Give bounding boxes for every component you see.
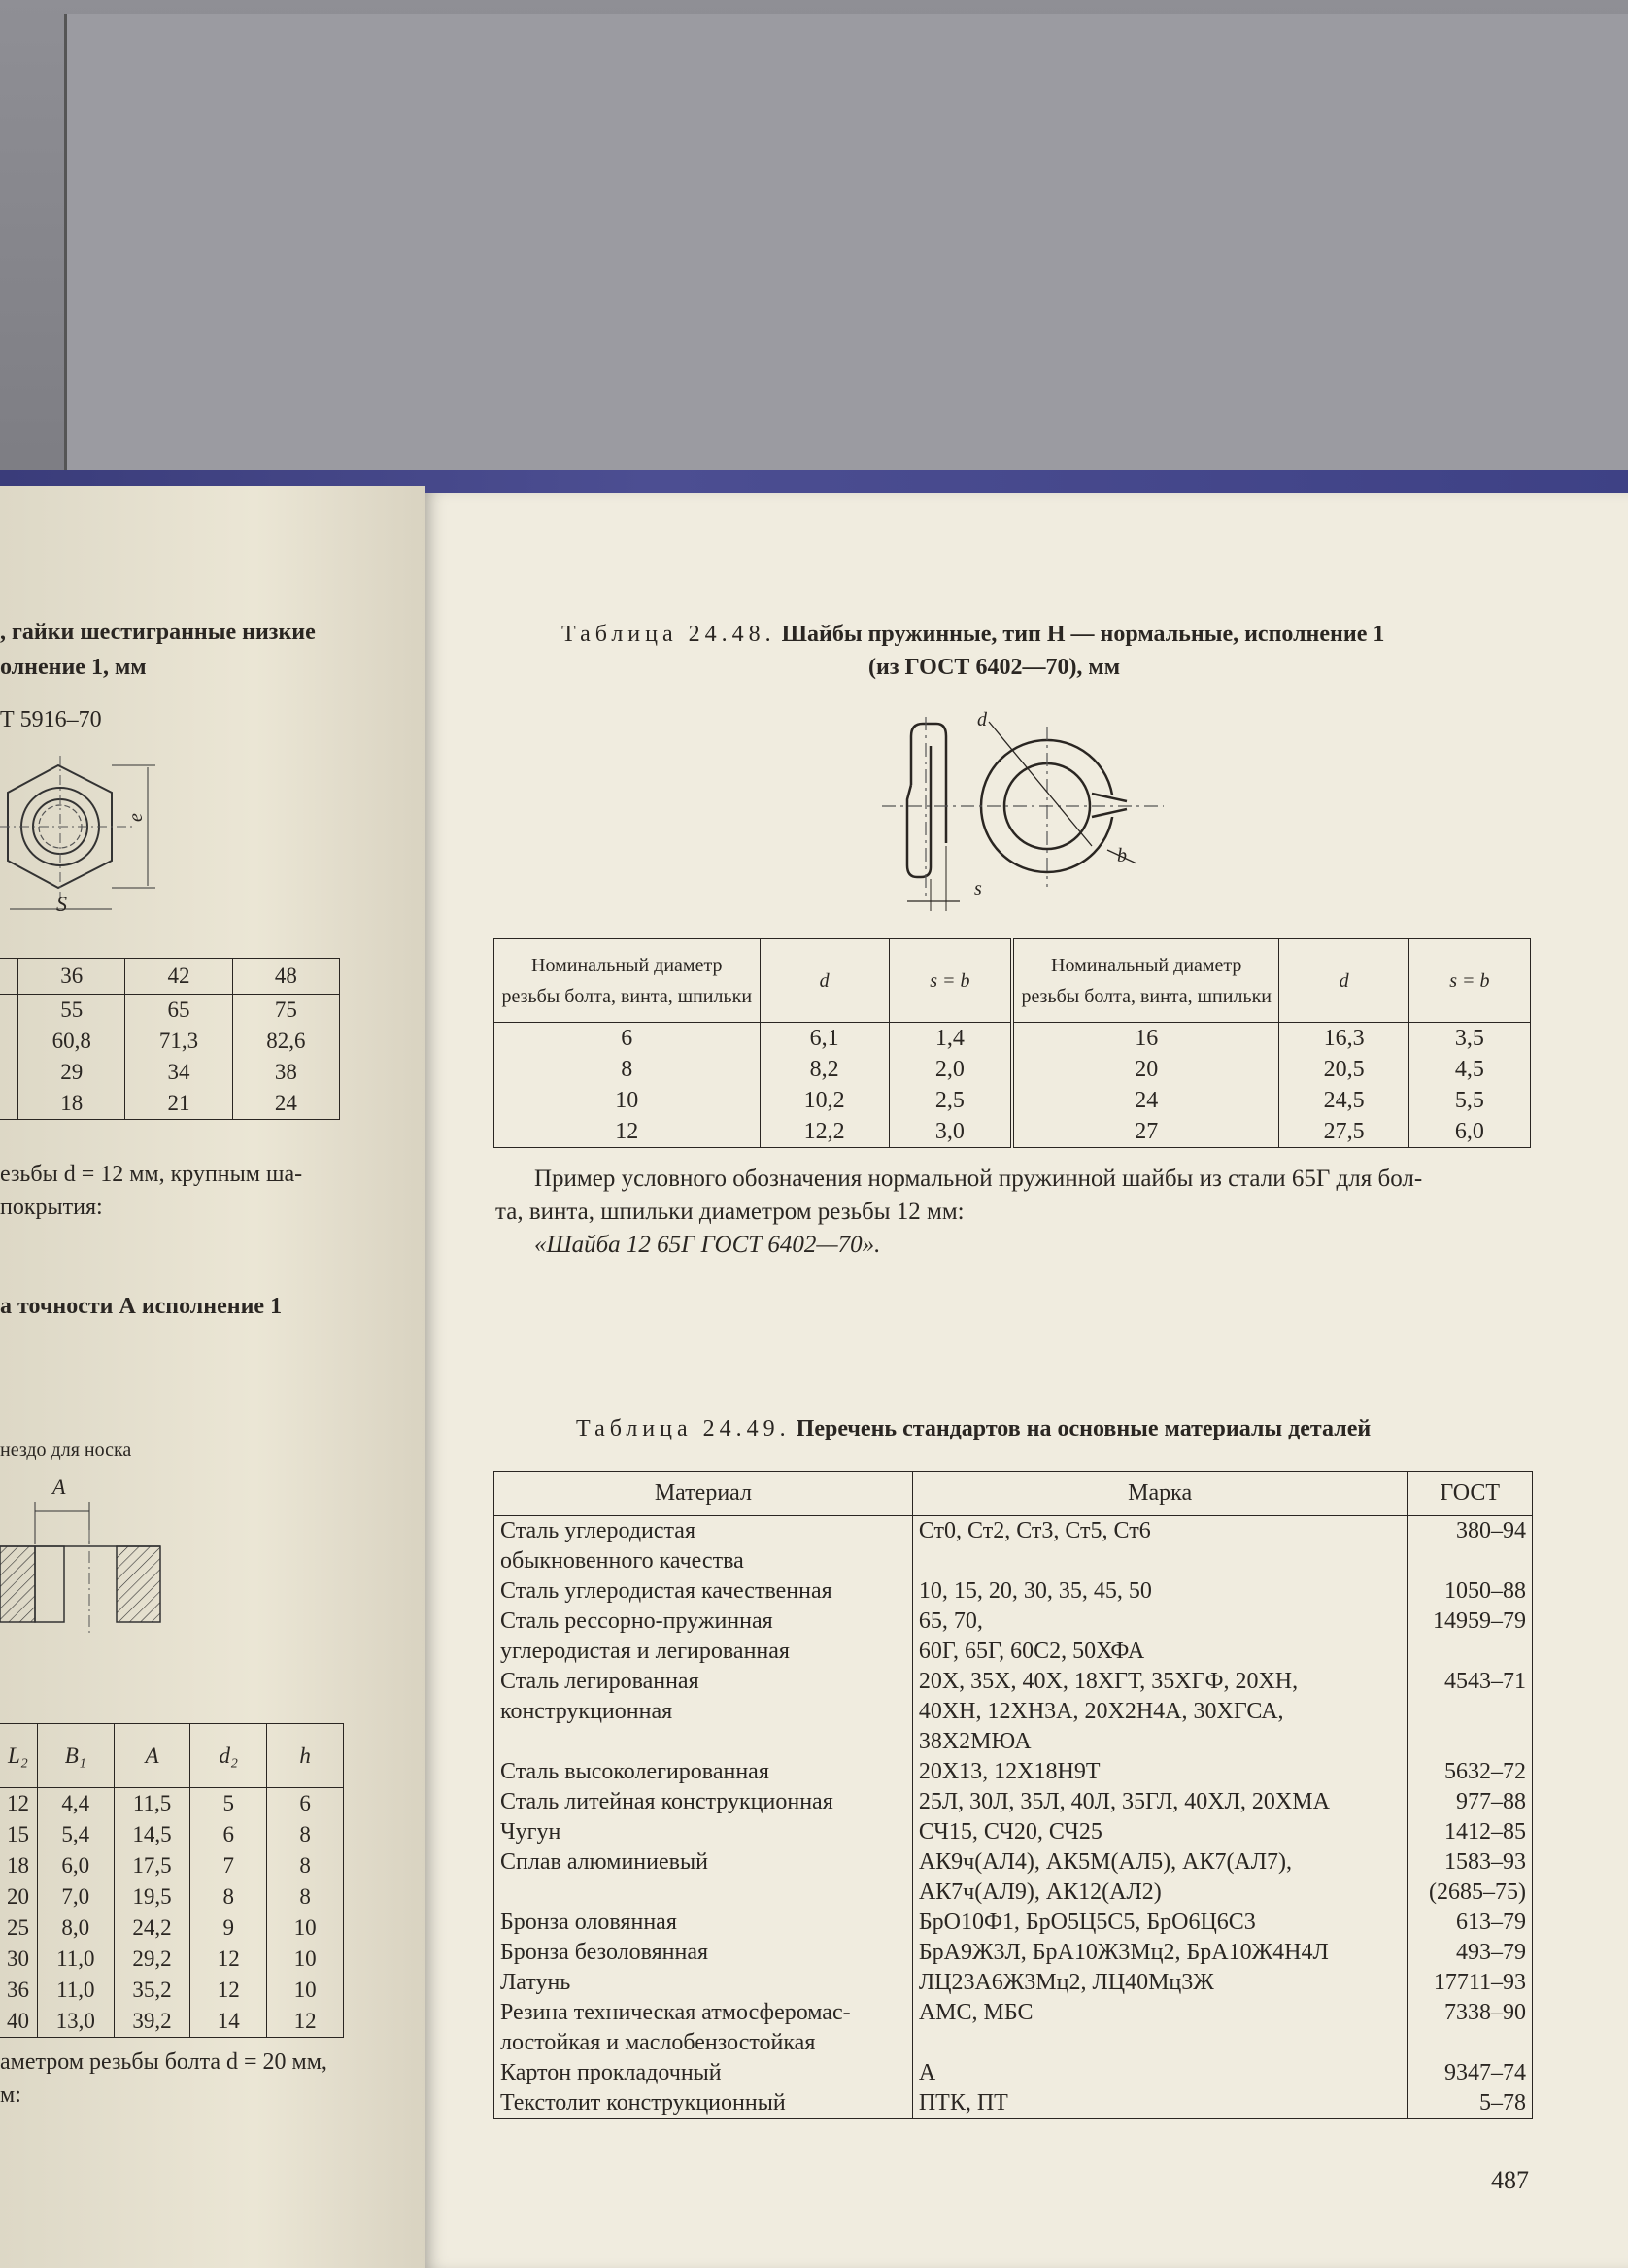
table-cell: 1412–85 [1444,1819,1526,1845]
table-cell: 7338–90 [1444,2000,1526,2025]
example-line1: Пример условного обозначения нормальной пружинной шайбы из стали 65Г для бол- [534,1166,1423,1192]
table-cell: 6 8 10 12 [494,1023,761,1148]
materials-column-grade [912,1516,1408,2119]
table-cell: 20Х, 35Х, 40Х, 18ХГТ, 35ХГФ, 20ХН, [918,1669,1299,1694]
table-2448-title-line2: (из ГОСТ 6402—70), мм [868,655,1121,680]
header-cell: 36 [18,959,125,995]
table-cell: 14959–79 [1433,1608,1526,1634]
left-title-line2: олнение 1, мм [0,655,147,680]
table-cell: АК7ч(АЛ9), АК12(АЛ2) [918,1879,1162,1905]
table-cell: 40ХН, 12ХН3А, 20Х2Н4А, 30ХГСА, [918,1699,1284,1724]
materials-column-gost [1408,1516,1533,2119]
table-cell: Бронза безоловянная [500,1940,709,1965]
right-page [425,493,1628,2268]
table-cell [500,1727,906,1757]
background-panel [64,14,1628,470]
header-cell: d₂ [190,1724,267,1788]
table-cell: 1583–93 [1444,1849,1526,1875]
table-cell: 10, 15, 20, 30, 35, 45, 50 [918,1578,1152,1604]
table-cell: Сталь углеродистая качественная [500,1578,832,1604]
table-cell: 11,5 14,5 17,5 19,5 24,2 29,2 35,2 39,2 [114,1788,190,2038]
header-cell: 42 [125,959,232,995]
table-cell [1413,1697,1526,1727]
header-cell: Номинальный диаметр резьбы болта, винта, шпильки [494,939,761,1023]
table-cell: 20Х13, 12Х18Н9Т [918,1759,1101,1784]
left-top-table [0,958,340,1120]
table-cell: Сталь рессорно-пружинная [500,1608,773,1634]
table-cell: 4,4 5,4 6,0 7,0 8,0 11,0 11,0 13,0 [37,1788,114,2038]
header-cell: s = b [889,939,1012,1023]
table-cell: 38Х2МЮА [918,1729,1032,1754]
table-cell: Сталь литейная конструкционная [500,1789,833,1814]
left-note-line2: покрытия: [0,1195,103,1220]
table-cell: обыкновенного качества [500,1548,744,1574]
left-foot-line2: м: [0,2082,21,2108]
table-cell: 75 82,6 38 24 [232,995,339,1120]
left-page [0,486,425,2268]
table-cell: Картон прокладочный [500,2060,722,2085]
socket-label: нездо для носка [0,1439,132,1461]
table-cell: Сталь высоколегированная [500,1759,769,1784]
table-cell: Сталь легированная [500,1669,699,1694]
table-cell: 613–79 [1456,1910,1526,1935]
figure-label-d: d [977,709,987,730]
dim-s-label: S [56,892,67,916]
table-cell: БрО10Ф1, БрО5Ц5С5, БрО6Ц6С3 [918,1910,1256,1935]
table-cell: 9347–74 [1444,2060,1526,2085]
table-cell: СЧ15, СЧ20, СЧ25 [918,1819,1102,1845]
figure-label-b: b [1117,845,1127,866]
table-cell: 5 6 7 8 9 12 12 14 [190,1788,267,2038]
table-cell [1413,1727,1526,1757]
header-cell: Материал [494,1472,913,1516]
table-cell: Сталь углеродистая [500,1518,695,1543]
table-cell: конструкционная [500,1699,673,1724]
left-foot-line1: аметром резьбы болта d = 20 мм, [0,2049,327,2075]
page-number: 487 [1491,2166,1529,2194]
table-cell: БрА9Ж3Л, БрА10Ж3Мц2, БрА10Ж4Н4Л [918,1940,1329,1965]
socket-drawing [0,1476,175,1642]
table-cell: Текстолит конструкционный [500,2090,786,2116]
table-cell: 17711–93 [1433,1970,1526,1995]
table-cell: 16 20 24 27 [1012,1023,1279,1148]
header-cell: d [1279,939,1408,1023]
table-cell [919,1546,1402,1576]
figure-label-s: s [974,878,982,899]
left-section-title: а точности А исполнение 1 [0,1294,283,1319]
table-cell: 16,3 20,5 24,5 27,5 [1279,1023,1408,1148]
header-cell: Марка [912,1472,1408,1516]
table-cell [919,2028,1402,2058]
table-cell: 380–94 [1456,1518,1526,1543]
left-title-line1: , гайки шестигранные низкие [0,620,316,645]
header-cell: ГОСТ [1408,1472,1533,1516]
table-2448 [493,938,1531,1148]
table-2449-title: Таблица 24.49. Перечень стандартов на основные материалы деталей [576,1416,1372,1441]
table-cell: Резина техническая атмосферомас- [500,2000,851,2025]
header-cell: L₂ [0,1724,37,1788]
table-cell: 3,5 4,5 5,5 6,0 [1408,1023,1530,1148]
table-cell: Чугун [500,1819,561,1845]
table-cell: АК9ч(АЛ4), АК5М(АЛ5), АК7(АЛ7), [918,1849,1293,1875]
materials-body [494,1516,1533,2119]
spring-washer-drawing [882,702,1183,926]
header-cell: A [114,1724,190,1788]
table-cell: 65 71,3 34 21 [125,995,232,1120]
table-cell [1413,1546,1526,1576]
table-cell: Бронза оловянная [500,1910,677,1935]
materials-column-material [494,1516,913,2119]
example-line2: та, винта, шпильки диаметром резьбы 12 мм: [495,1199,965,1225]
table-cell: 55 60,8 29 18 [18,995,125,1120]
table-cell: 6 8 8 8 10 10 10 12 [267,1788,344,2038]
table-2448-title: Таблица 24.48. Шайбы пружинные, тип Н — нормальные, исполнение 1 [561,622,1385,647]
table-cell [1413,2028,1526,2058]
header-cell: d [760,939,889,1023]
table-cell: 25Л, 30Л, 35Л, 40Л, 35ГЛ, 40ХЛ, 20ХМА [918,1789,1330,1814]
table-cell: 65, 70, [918,1608,983,1634]
table-cell: 1050–88 [1444,1578,1526,1604]
table-cell: Латунь [500,1970,571,1995]
table-cell: 5632–72 [1444,1759,1526,1784]
table-cell: Ст0, Ст2, Ст3, Ст5, Ст6 [918,1518,1151,1543]
table-cell: 12 15 18 20 25 30 36 40 [0,1788,37,2038]
table-cell: Сплав алюминиевый [500,1849,708,1875]
table-cell [500,1878,906,1908]
left-bottom-table [0,1723,344,2038]
header-cell: h [267,1724,344,1788]
dim-e-label: e [124,813,147,822]
table-cell: 493–79 [1456,1940,1526,1965]
left-note-line1: езьбы d = 12 мм, крупным ша- [0,1162,303,1187]
table-2449 [493,1471,1533,2119]
table-cell: ЛЦ23А6Ж3Мц2, ЛЦ40Мц3Ж [918,1970,1214,1995]
left-gost-ref: Т 5916–70 [0,707,102,732]
table-cell: углеродистая и легированная [500,1639,790,1664]
table-cell: 6,1 8,2 10,2 12,2 [760,1023,889,1148]
table-cell: 1,4 2,0 2,5 3,0 [889,1023,1012,1148]
table-cell: 4543–71 [1444,1669,1526,1694]
dim-a-label: A [52,1474,66,1499]
table-cell: (2685–75) [1429,1879,1526,1905]
table-cell: А [918,2060,936,2085]
table-cell [1413,1637,1526,1667]
table-cell: ПТК, ПТ [918,2090,1008,2116]
example-designation: «Шайба 12 65Г ГОСТ 6402—70». [534,1232,881,1258]
hex-nut-drawing [0,746,165,931]
table-cell: АМС, МБС [918,2000,1034,2025]
table-cell: 60Г, 65Г, 60С2, 50ХФА [918,1639,1145,1664]
header-cell: B₁ [37,1724,114,1788]
table-cell: 977–88 [1456,1789,1526,1814]
header-cell: s = b [1408,939,1530,1023]
header-cell: 48 [232,959,339,995]
table-cell: лостойкая и маслобензостойкая [500,2030,816,2055]
table-cell: 5–78 [1479,2090,1526,2116]
header-cell: Номинальный диаметр резьбы болта, винта, шпильки [1012,939,1279,1023]
